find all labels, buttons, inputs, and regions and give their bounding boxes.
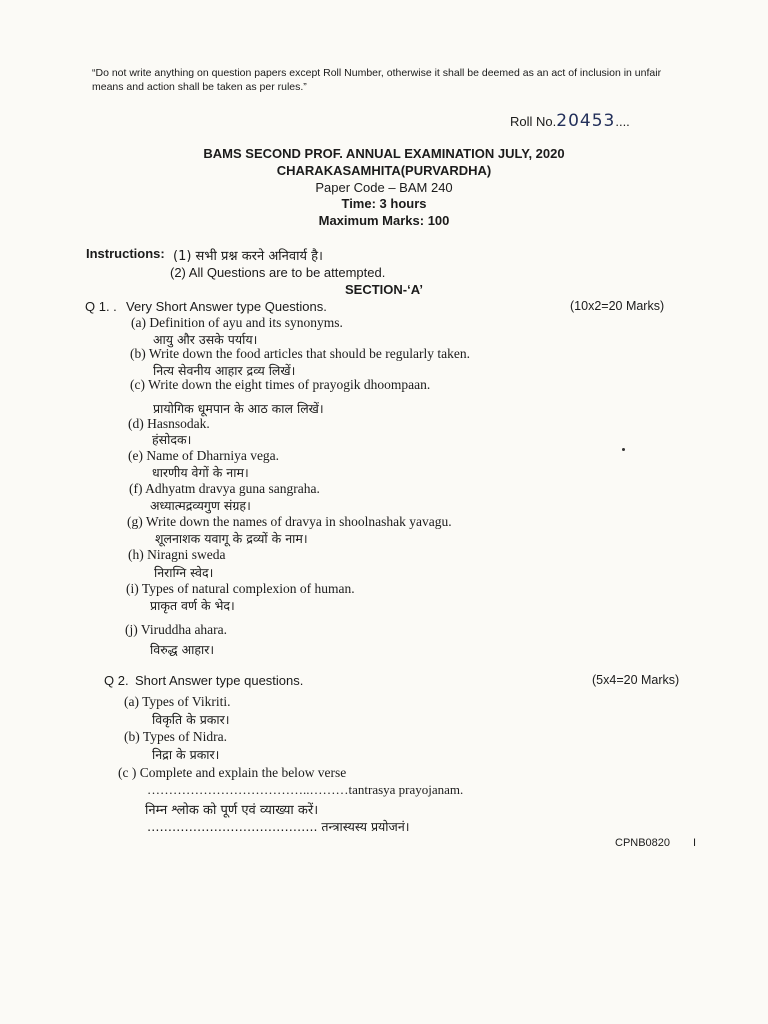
q1-item-e-hindi: धारणीय वेगों के नाम। [152,465,249,480]
q1-item-e [128,448,279,464]
paper-series-code: CPNB0820 [615,837,671,849]
item-label: (f) [129,481,143,496]
q1-number: Q 1. . [85,299,117,314]
item-english: Types of Vikriti. [142,694,231,709]
q1-item-j-hindi: विरुद्ध आहार। [150,642,215,657]
instruction-line-2: (2) All Questions are to be attempted. [170,265,386,280]
q1-item-b-hindi: नित्य सेवनीय आहार द्रव्य लिखें। [153,363,296,378]
ink-speck [622,448,625,451]
q1-item-i-hindi: प्राकृत वर्ण के भेद। [150,598,235,613]
q1-item-b [130,346,470,362]
item-english: Write down the names of dravya in shoolnashak yavagu. [145,514,452,529]
roll-number-trail: .... [615,114,630,129]
q2-item-c-verse-english: ………………………………..………tantrasya prayojanam. [147,782,464,797]
item-english: Write down the food articles that should be regularly taken. [148,346,470,361]
item-english: Viruddha ahara. [140,622,228,637]
item-label: (h) [128,547,144,562]
page-mark: I [693,837,697,849]
item-english: Hasnsodak. [147,416,210,431]
q1-title: Very Short Answer type Questions. [126,299,327,314]
q2-item-c [118,765,346,781]
subject-title: CHARAKASAMHITA(PURVARDHA) [276,163,492,178]
exam-title: BAMS SECOND PROF. ANNUAL EXAMINATION JULY, 2020 [203,146,565,161]
q2-marks: (5x4=20 Marks) [592,673,680,687]
roll-number-handwritten: 20453 [556,111,616,131]
item-label: (b) [124,729,140,744]
q1-item-f [129,481,320,497]
q1-item-g [127,514,452,530]
q1-item-h [128,547,225,563]
q1-item-g-hindi: शूलनाशक यवागू के द्रव्यों के नाम। [155,531,308,546]
item-label: (g) [127,514,143,529]
item-english: Types of Nidra. [142,729,228,744]
roll-number-label: Roll No. [510,114,557,129]
item-english: Definition of ayu and its synonyms. [149,315,343,330]
item-english: Complete and explain the below verse [139,765,347,780]
q2-item-c-hindi: निम्न श्लोक को पूर्ण एवं व्याख्या करें। [145,803,319,818]
roll-number-field [510,111,630,131]
q2-number: Q 2. [104,673,129,688]
item-english: Types of natural complexion of human. [141,581,355,596]
q1-item-c-hindi: प्रायोगिक धूमपान के आठ काल लिखें। [153,401,324,416]
item-label: (j) [125,622,138,637]
q1-item-h-hindi: निराग्नि स्वेद। [154,565,214,580]
q1-item-d-hindi: हंसोदक। [152,432,192,447]
instruction-notice: “Do not write anything on question papers except Roll Number, otherwise it shall be deemed as an act of inclusion in unfair means and action shall be taken as per rules.” [92,67,662,93]
q2-item-b-hindi: निद्रा के प्रकार। [152,747,220,762]
item-label: (c) [130,377,145,392]
item-label: (e) [128,448,143,463]
item-english: Name of Dharniya vega. [146,448,280,463]
q1-item-a-hindi: आयु और उसके पर्याय। [153,332,258,347]
item-english: Niragni sweda [147,547,226,562]
item-label: (i) [126,581,139,596]
q1-item-i [126,581,355,597]
item-label: (c ) [118,765,137,780]
paper-code: Paper Code – BAM 240 [315,180,453,195]
item-label: (a) [124,694,139,709]
q1-marks: (10x2=20 Marks) [570,299,665,313]
q1-item-d [128,416,210,432]
q2-item-c-verse-hindi: ………………………………….. तन्त्रास्यस्य प्रयोजनं। [147,819,410,834]
maximum-marks: Maximum Marks: 100 [318,213,450,228]
q2-title: Short Answer type questions. [135,673,304,688]
item-english: Adhyatm dravya guna sangraha. [145,481,320,496]
instructions-label: Instructions: [86,246,165,261]
q2-item-a [124,694,231,710]
item-english: Write down the eight times of prayogik dhoompaan. [148,377,431,392]
section-heading: SECTION-‘A’ [344,282,423,297]
q1-item-a [131,315,343,331]
q1-item-j [125,622,227,638]
item-label: (a) [131,315,146,330]
q1-item-c [130,377,430,393]
instruction-line-1: (1) सभी प्रश्न करने अनिवार्य है। [173,249,323,264]
q1-item-f-hindi: अध्यात्मद्रव्यगुण संग्रह। [150,498,251,513]
q2-item-b [124,729,227,745]
item-label: (b) [130,346,146,361]
q2-item-a-hindi: विकृति के प्रकार। [152,712,230,727]
item-label: (d) [128,416,144,431]
exam-time: Time: 3 hours [341,196,427,211]
